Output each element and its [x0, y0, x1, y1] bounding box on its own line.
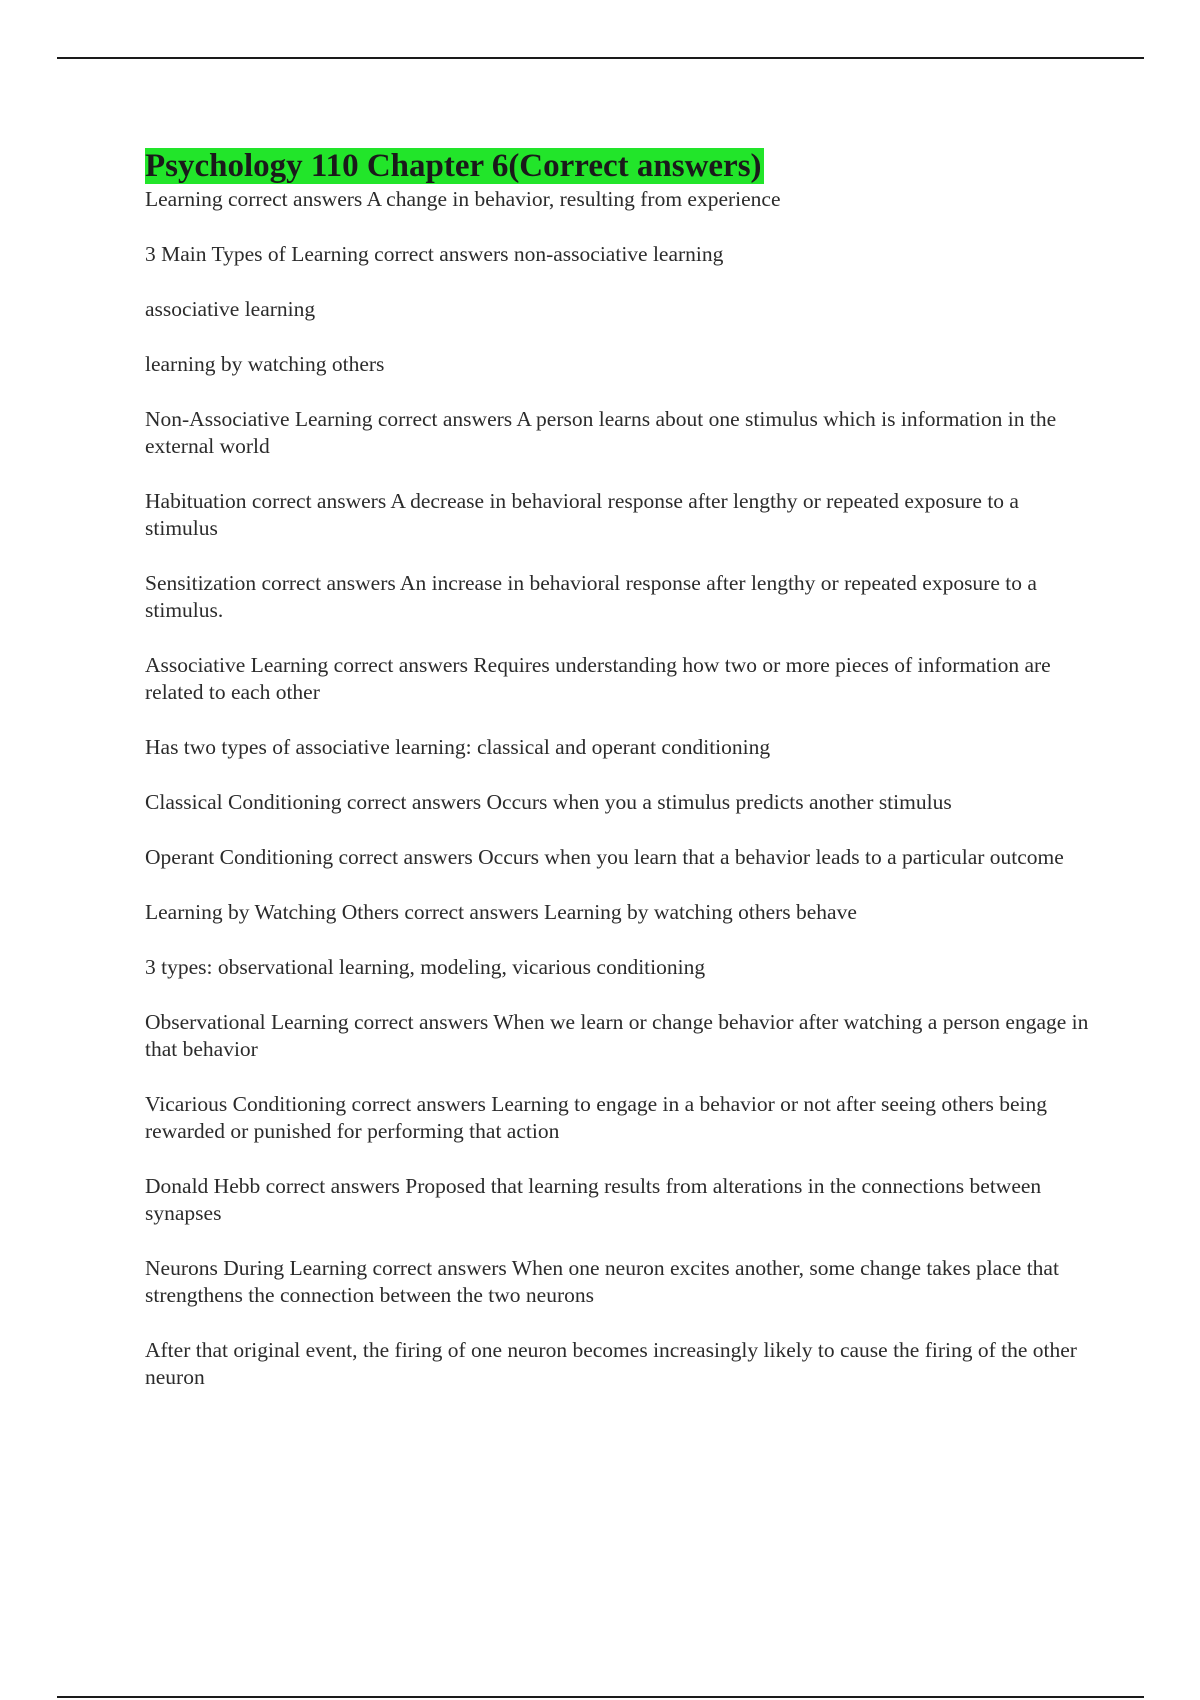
entry-vicarious-conditioning: Vicarious Conditioning correct answers Learning to engage in a behavior or not after seeing others being rewarded or punished for performing that action: [145, 1092, 1048, 1143]
entry-donald-hebb: Donald Hebb correct answers Proposed that learning results from alterations in the connections between synapses: [145, 1174, 1042, 1225]
entry-associative: associative learning: [145, 297, 316, 321]
entry-observational-learning: Observational Learning correct answers When we learn or change behavior after watching a person engage in that behavior: [145, 1010, 1089, 1061]
entry-associative-learning: Associative Learning correct answers Requires understanding how two or more pieces of information are related to each other: [145, 653, 1051, 704]
entry-operant-conditioning: Operant Conditioning correct answers Occurs when you learn that a behavior leads to a particular outcome: [145, 845, 1064, 869]
document-body: [145, 146, 1095, 1419]
document-title-highlight: Psychology 110 Chapter 6(Correct answers): [145, 148, 762, 184]
entry-after-original-event: After that original event, the firing of one neuron becomes increasingly likely to cause the firing of the other neuron: [145, 1338, 1077, 1389]
footer-rule: [57, 1696, 1144, 1698]
document-title: [145, 146, 1095, 186]
entry-classical-conditioning: Classical Conditioning correct answers Occurs when you a stimulus predicts another stimulus: [145, 790, 952, 814]
entry-watching-others: learning by watching others: [145, 352, 385, 376]
entry-non-associative: Non-Associative Learning correct answers A person learns about one stimulus which is information in the external world: [145, 407, 1057, 458]
entry-neurons-during-learning: Neurons During Learning correct answers When one neuron excites another, some change takes place that strengthens the connection between the two neurons: [145, 1256, 1059, 1307]
entry-learning: Learning correct answers A change in behavior, resulting from experience: [145, 187, 781, 211]
entry-associative-types: Has two types of associative learning: classical and operant conditioning: [145, 735, 771, 759]
entry-sensitization: Sensitization correct answers An increase in behavioral response after lengthy or repeated exposure to a stimulus.: [145, 571, 1037, 622]
entry-watching-types: 3 types: observational learning, modeling, vicarious conditioning: [145, 955, 706, 979]
entry-habituation: Habituation correct answers A decrease in behavioral response after lengthy or repeated exposure to a stimulus: [145, 489, 1019, 540]
header-rule: [57, 57, 1144, 59]
entry-main-types: 3 Main Types of Learning correct answers non-associative learning: [145, 242, 724, 266]
entry-learning-by-watching: Learning by Watching Others correct answers Learning by watching others behave: [145, 900, 857, 924]
